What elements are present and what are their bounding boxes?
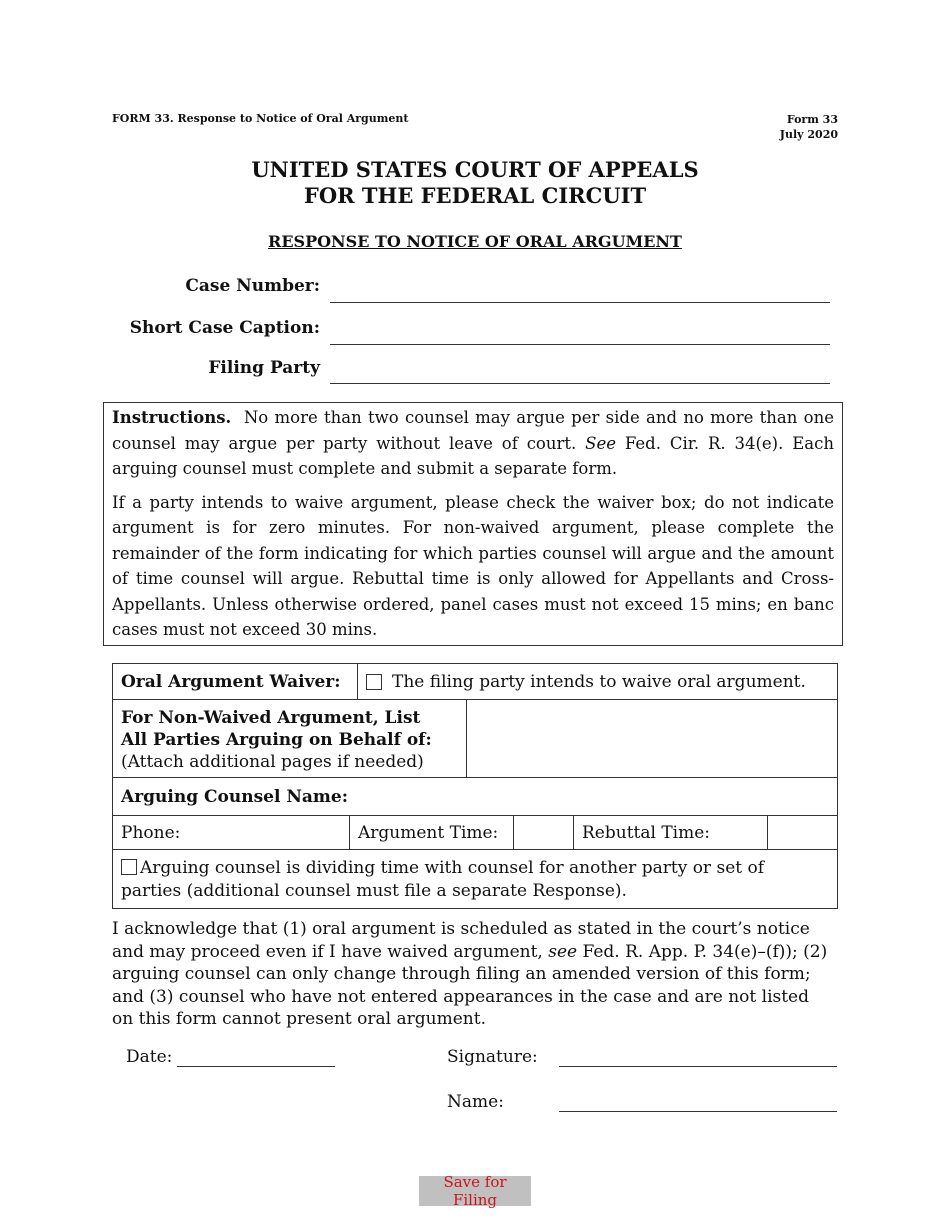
court-name-line2: FOR THE FEDERAL CIRCUIT [303, 183, 647, 208]
name-label: Name: [447, 1092, 504, 1112]
date-label: Date: [126, 1047, 173, 1067]
name-input[interactable] [559, 1093, 837, 1112]
short-caption-label: Short Case Caption: [129, 318, 320, 338]
signature-label: Signature: [447, 1047, 538, 1067]
instructions-text-1b: Fed. Cir. R. 34(e). Each arguing counsel must complete and submit a separate form. [112, 433, 834, 478]
counsel-name-label: Arguing Counsel Name: [121, 786, 349, 807]
instructions-paragraph-2: If a party intends to waive argument, please check the waiver box; do not indicate argument is for zero minutes. For non-waived argument, please complete the remainder of the form indicating for which parties counsel will argue and the amount of time counsel will argue. Rebuttal time is only allowed for Appellants and Cross-Appellants. Unless otherwise ordered, panel cases must not exceed 15 mins; en banc cases must not exceed 30 mins. [112, 492, 834, 639]
waiver-label: Oral Argument Waiver: [121, 671, 341, 692]
dividing-time-row [113, 850, 837, 908]
counsel-row[interactable] [113, 778, 837, 816]
time-row [113, 816, 837, 850]
form-number: Form 33 [786, 113, 838, 126]
instructions-heading: Instructions. [112, 408, 232, 427]
filing-party-input[interactable] [330, 363, 830, 384]
instructions-see: See [585, 433, 616, 453]
instructions-paragraph-1 [112, 405, 834, 482]
parties-row [113, 700, 837, 778]
dividing-time-checkbox[interactable] [121, 859, 137, 875]
court-name [0, 157, 950, 209]
argument-time-label: Argument Time: [349, 816, 513, 849]
parties-label-line2: All Parties Arguing on Behalf of: [121, 730, 432, 750]
parties-label-block [113, 700, 466, 777]
court-name-line1: UNITED STATES COURT OF APPEALS [251, 157, 699, 182]
rebuttal-time-label: Rebuttal Time: [573, 816, 767, 849]
parties-input[interactable] [466, 700, 837, 777]
waiver-checkbox[interactable] [366, 674, 382, 690]
argument-details-table [112, 663, 838, 909]
case-number-label: Case Number: [185, 276, 320, 296]
acknowledgment-text-2: Fed. R. App. P. 34(e)–(f)); (2) arguing counsel can only change through filing an amended version of this form; and (3) counsel who have not entered appearances in the case and are not listed on this form cannot present oral argument. [112, 941, 828, 1029]
date-input[interactable] [177, 1048, 335, 1067]
form-title-header: FORM 33. Response to Notice of Oral Argument [112, 112, 409, 125]
document-title: RESPONSE TO NOTICE OF ORAL ARGUMENT [268, 232, 682, 251]
counsel-name-input[interactable] [356, 778, 837, 815]
acknowledgment-text-1: I acknowledge that (1) oral argument is scheduled as stated in the court’s notice and may proceed even if I have waived argument, [112, 919, 810, 962]
waiver-row [113, 664, 837, 700]
instructions-box [103, 402, 843, 646]
save-for-filing-button[interactable]: Save for Filing [419, 1176, 531, 1206]
dividing-time-text: Arguing counsel is dividing time with counsel for another party or set of parties (additional counsel must file a separate Response). [121, 858, 765, 901]
parties-label-line1: For Non-Waived Argument, List [121, 708, 421, 728]
short-caption-input[interactable] [330, 324, 830, 345]
waiver-option[interactable] [357, 664, 837, 699]
form-date: July 2020 [779, 128, 838, 141]
dividing-time-option[interactable] [113, 850, 837, 908]
form-number-block [780, 112, 838, 142]
signature-input[interactable] [559, 1048, 837, 1067]
phone-label: Phone: [121, 822, 181, 843]
argument-time-input[interactable] [513, 816, 573, 849]
acknowledgment [112, 918, 832, 1031]
rebuttal-time-input[interactable] [767, 816, 837, 849]
case-number-input[interactable] [330, 282, 830, 303]
parties-note: (Attach additional pages if needed) [121, 752, 424, 772]
instructions-text-1a: No more than two counsel may argue per side and no more than one counsel may argue per party without leave of court. [112, 408, 834, 453]
acknowledgment-see: see [548, 941, 578, 962]
filing-party-label: Filing Party [208, 358, 320, 378]
phone-field[interactable] [113, 816, 349, 849]
waiver-text: The filing party intends to waive oral argument. [392, 671, 806, 692]
